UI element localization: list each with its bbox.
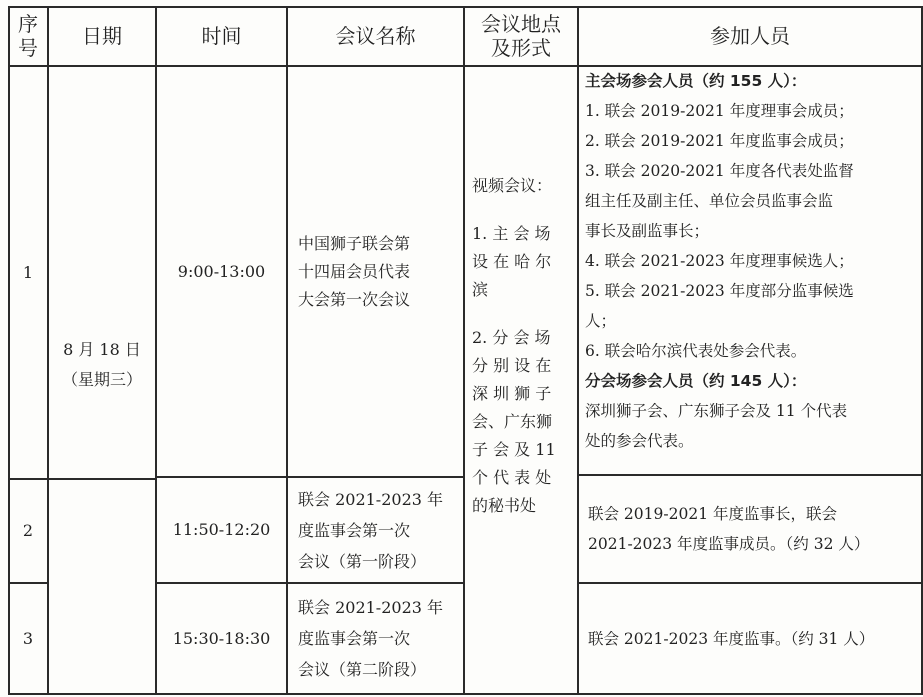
- col-divider: [577, 6, 579, 695]
- row-1-time: 9:00-13:00: [177, 261, 266, 281]
- col-divider: [286, 6, 288, 695]
- list-item: 组主任及副主任、单位会员监事会监: [585, 192, 834, 210]
- table-border-right: [921, 6, 923, 695]
- col-divider: [463, 6, 465, 695]
- list-item: 6. 联会哈尔滨代表处参会代表。: [585, 342, 807, 360]
- row-2-meeting: 联会 2021-2023 年 度监事会第一次 会议（第一阶段）: [298, 489, 444, 571]
- row-2-attendees: 联会 2019-2021 年度监事长，联会 2021-2023 年度监事成员。（约 32 人）: [588, 505, 870, 553]
- list-item: 处的参会代表。: [585, 432, 694, 450]
- venue-cell: [472, 172, 576, 532]
- venue-main: 1. 主 会 场 设 在 哈 尔 滨: [472, 224, 552, 299]
- venue-title: 视频会议：: [472, 176, 553, 195]
- list-item: 4. 联会 2021-2023 年度理事候选人；: [585, 252, 854, 270]
- header-meeting: 会议名称: [335, 24, 416, 48]
- venue-branch: 2. 分 会 场 分 别 设 在 深 圳 狮 子 会、广东狮 子 会 及 11 个 代 表 处 的秘书处: [472, 328, 556, 515]
- header-date: 日期: [82, 24, 122, 48]
- table-border-bottom: [8, 693, 923, 695]
- row-3-meeting: 联会 2021-2023 年 度监事会第一次 会议（第二阶段）: [298, 598, 444, 679]
- row-3-no: 3: [22, 628, 34, 648]
- list-item: 3. 联会 2020-2021 年度各代表处监督: [585, 162, 854, 180]
- main-venue-title: 主会场参会人员（约 155 人）：: [585, 72, 807, 90]
- row-1-attendees: [585, 66, 921, 474]
- row-3-time: 15:30-18:30: [172, 628, 271, 648]
- list-item: 深圳狮子会、广东狮子会及 11 个代表: [585, 402, 848, 420]
- header-attendees: 参加人员: [710, 24, 790, 48]
- branch-venue-title: 分会场参会人员（约 145 人）：: [585, 372, 807, 390]
- header-venue: 会议地点 及形式: [481, 12, 561, 60]
- list-item: 1. 联会 2019-2021 年度理事会成员；: [585, 102, 854, 120]
- list-item: 2. 联会 2019-2021 年度监事会成员；: [585, 132, 854, 150]
- row-3-attendees: 联会 2021-2023 年度监事。（约 31 人）: [588, 629, 875, 648]
- row-1-meeting: 中国狮子联会第 十四届会员代表 大会第一次会议: [298, 233, 411, 309]
- row-2-no: 2: [22, 521, 34, 540]
- row-1-no: 1: [22, 262, 34, 282]
- list-item: 5. 联会 2021-2023 年度部分监事候选: [585, 282, 854, 300]
- header-time: 时间: [201, 24, 242, 48]
- date-cell: 8 月 18 日 （星期三）: [61, 340, 142, 389]
- row-2-time: 11:50-12:20: [172, 520, 271, 539]
- list-item: 事长及副监事长；: [585, 222, 710, 240]
- list-item: 人；: [585, 312, 617, 330]
- header-no: 序 号: [18, 12, 38, 60]
